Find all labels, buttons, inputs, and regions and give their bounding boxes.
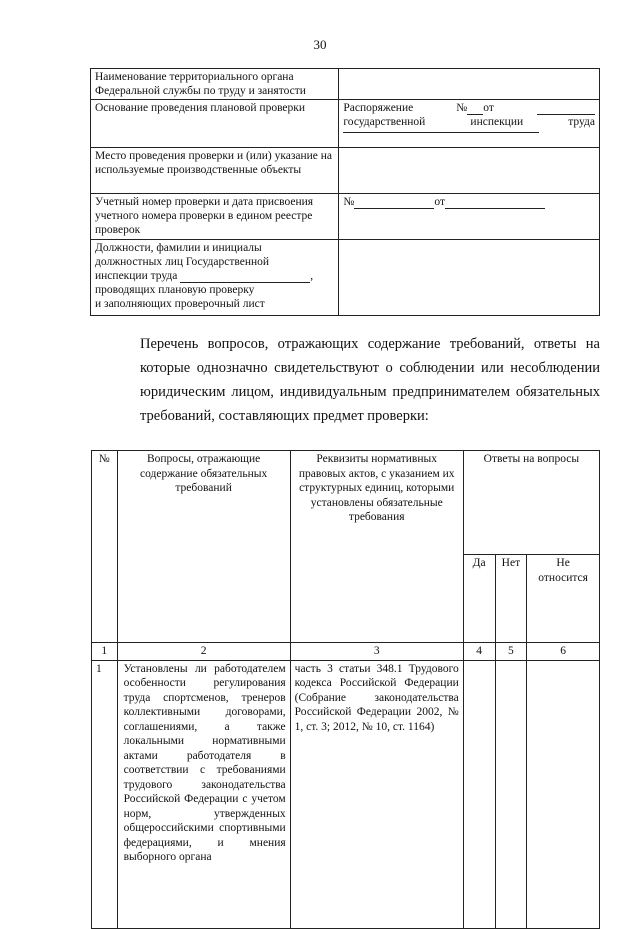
requisites-text: часть 3 статьи 348.1 Трудового кодекса Российской Федерации (Собрание законодательства Российской Федерации 2002, № 1, ст. 3; 2012, № 10, ст. 1164) [290, 660, 463, 928]
col-number: 3 [290, 643, 463, 661]
col-number: 2 [117, 643, 290, 661]
table-row [92, 660, 600, 928]
answer-yes-cell[interactable] [463, 660, 495, 928]
col-number: 1 [92, 643, 118, 661]
header-questions: Вопросы, отражающие содержание обязательных требований [117, 451, 290, 643]
row-number: 1 [92, 660, 118, 928]
question-text: Установлены ли работодателем особенности регулирования труда спортсменов, тренеров коллективными договорами, соглашениями, а также локальными нормативными актами работодателя в соответствии с требованиями трудового законодательства Российской Федерации с учетом норм, утвержденных общероссийскими спортивными федерациями, и мнения выборного органа [117, 660, 290, 928]
header-num: № [92, 451, 118, 643]
number-sign: № [343, 196, 355, 208]
inspection-basis-label: Основание проведения плановой проверки [91, 100, 339, 148]
from-label: от [434, 196, 445, 208]
number-sign: № [456, 102, 468, 114]
basis-word-2: инспекции [470, 116, 524, 128]
page-number: 30 [313, 37, 327, 52]
basis-word-3: труда [568, 116, 595, 128]
table-row [92, 643, 600, 661]
registration-number-label: Учетный номер проверки и дата присвоения учетного номера проверки в едином реестре проверок [91, 194, 339, 240]
basis-word-1: государственной [343, 116, 426, 128]
inspectors-label: Должности, фамилии и инициалы должностных лиц Государственной инспекции труда , проводящих плановую проверку и заполняющих проверочный лист [91, 240, 339, 316]
header-requisites: Реквизиты нормативных правовых актов, с указанием их структурных единиц, которыми установлены обязательные требования [290, 451, 463, 643]
header-not-applicable: Не относится [527, 555, 600, 643]
table-row [91, 194, 600, 240]
inspection-place-value [339, 148, 600, 194]
header-yes: Да [463, 555, 495, 643]
territorial-body-value [339, 69, 600, 100]
table-row [91, 100, 600, 148]
inspection-basis-value [339, 100, 600, 148]
registration-number-value [339, 194, 600, 240]
table-row [91, 69, 600, 100]
territorial-body-label: Наименование территориального органа Федеральной службы по труду и занятости [91, 69, 339, 100]
checklist-table [91, 450, 600, 929]
col-number: 6 [527, 643, 600, 661]
header-no: Нет [495, 555, 527, 643]
col-number: 5 [495, 643, 527, 661]
col-number: 4 [463, 643, 495, 661]
answer-no-cell[interactable] [495, 660, 527, 928]
table-row [91, 148, 600, 194]
intro-paragraph: Перечень вопросов, отражающих содержание требований, ответы на которые однозначно свидетельствуют о соблюдении или несоблюдении юридическим лицом, индивидуальным предпринимателем обязательных требований, составляющих предмет проверки: [140, 336, 600, 424]
table-row [92, 451, 600, 555]
from-label: от [483, 102, 494, 114]
inspection-info-table [90, 68, 600, 316]
inspection-place-label: Место проведения проверки и (или) указание на используемые производственные объекты [91, 148, 339, 194]
table-row [91, 240, 600, 316]
answer-not-applicable-cell[interactable] [527, 660, 600, 928]
order-label: Распоряжение [343, 102, 414, 114]
inspectors-value [339, 240, 600, 316]
header-answers: Ответы на вопросы [463, 451, 599, 555]
